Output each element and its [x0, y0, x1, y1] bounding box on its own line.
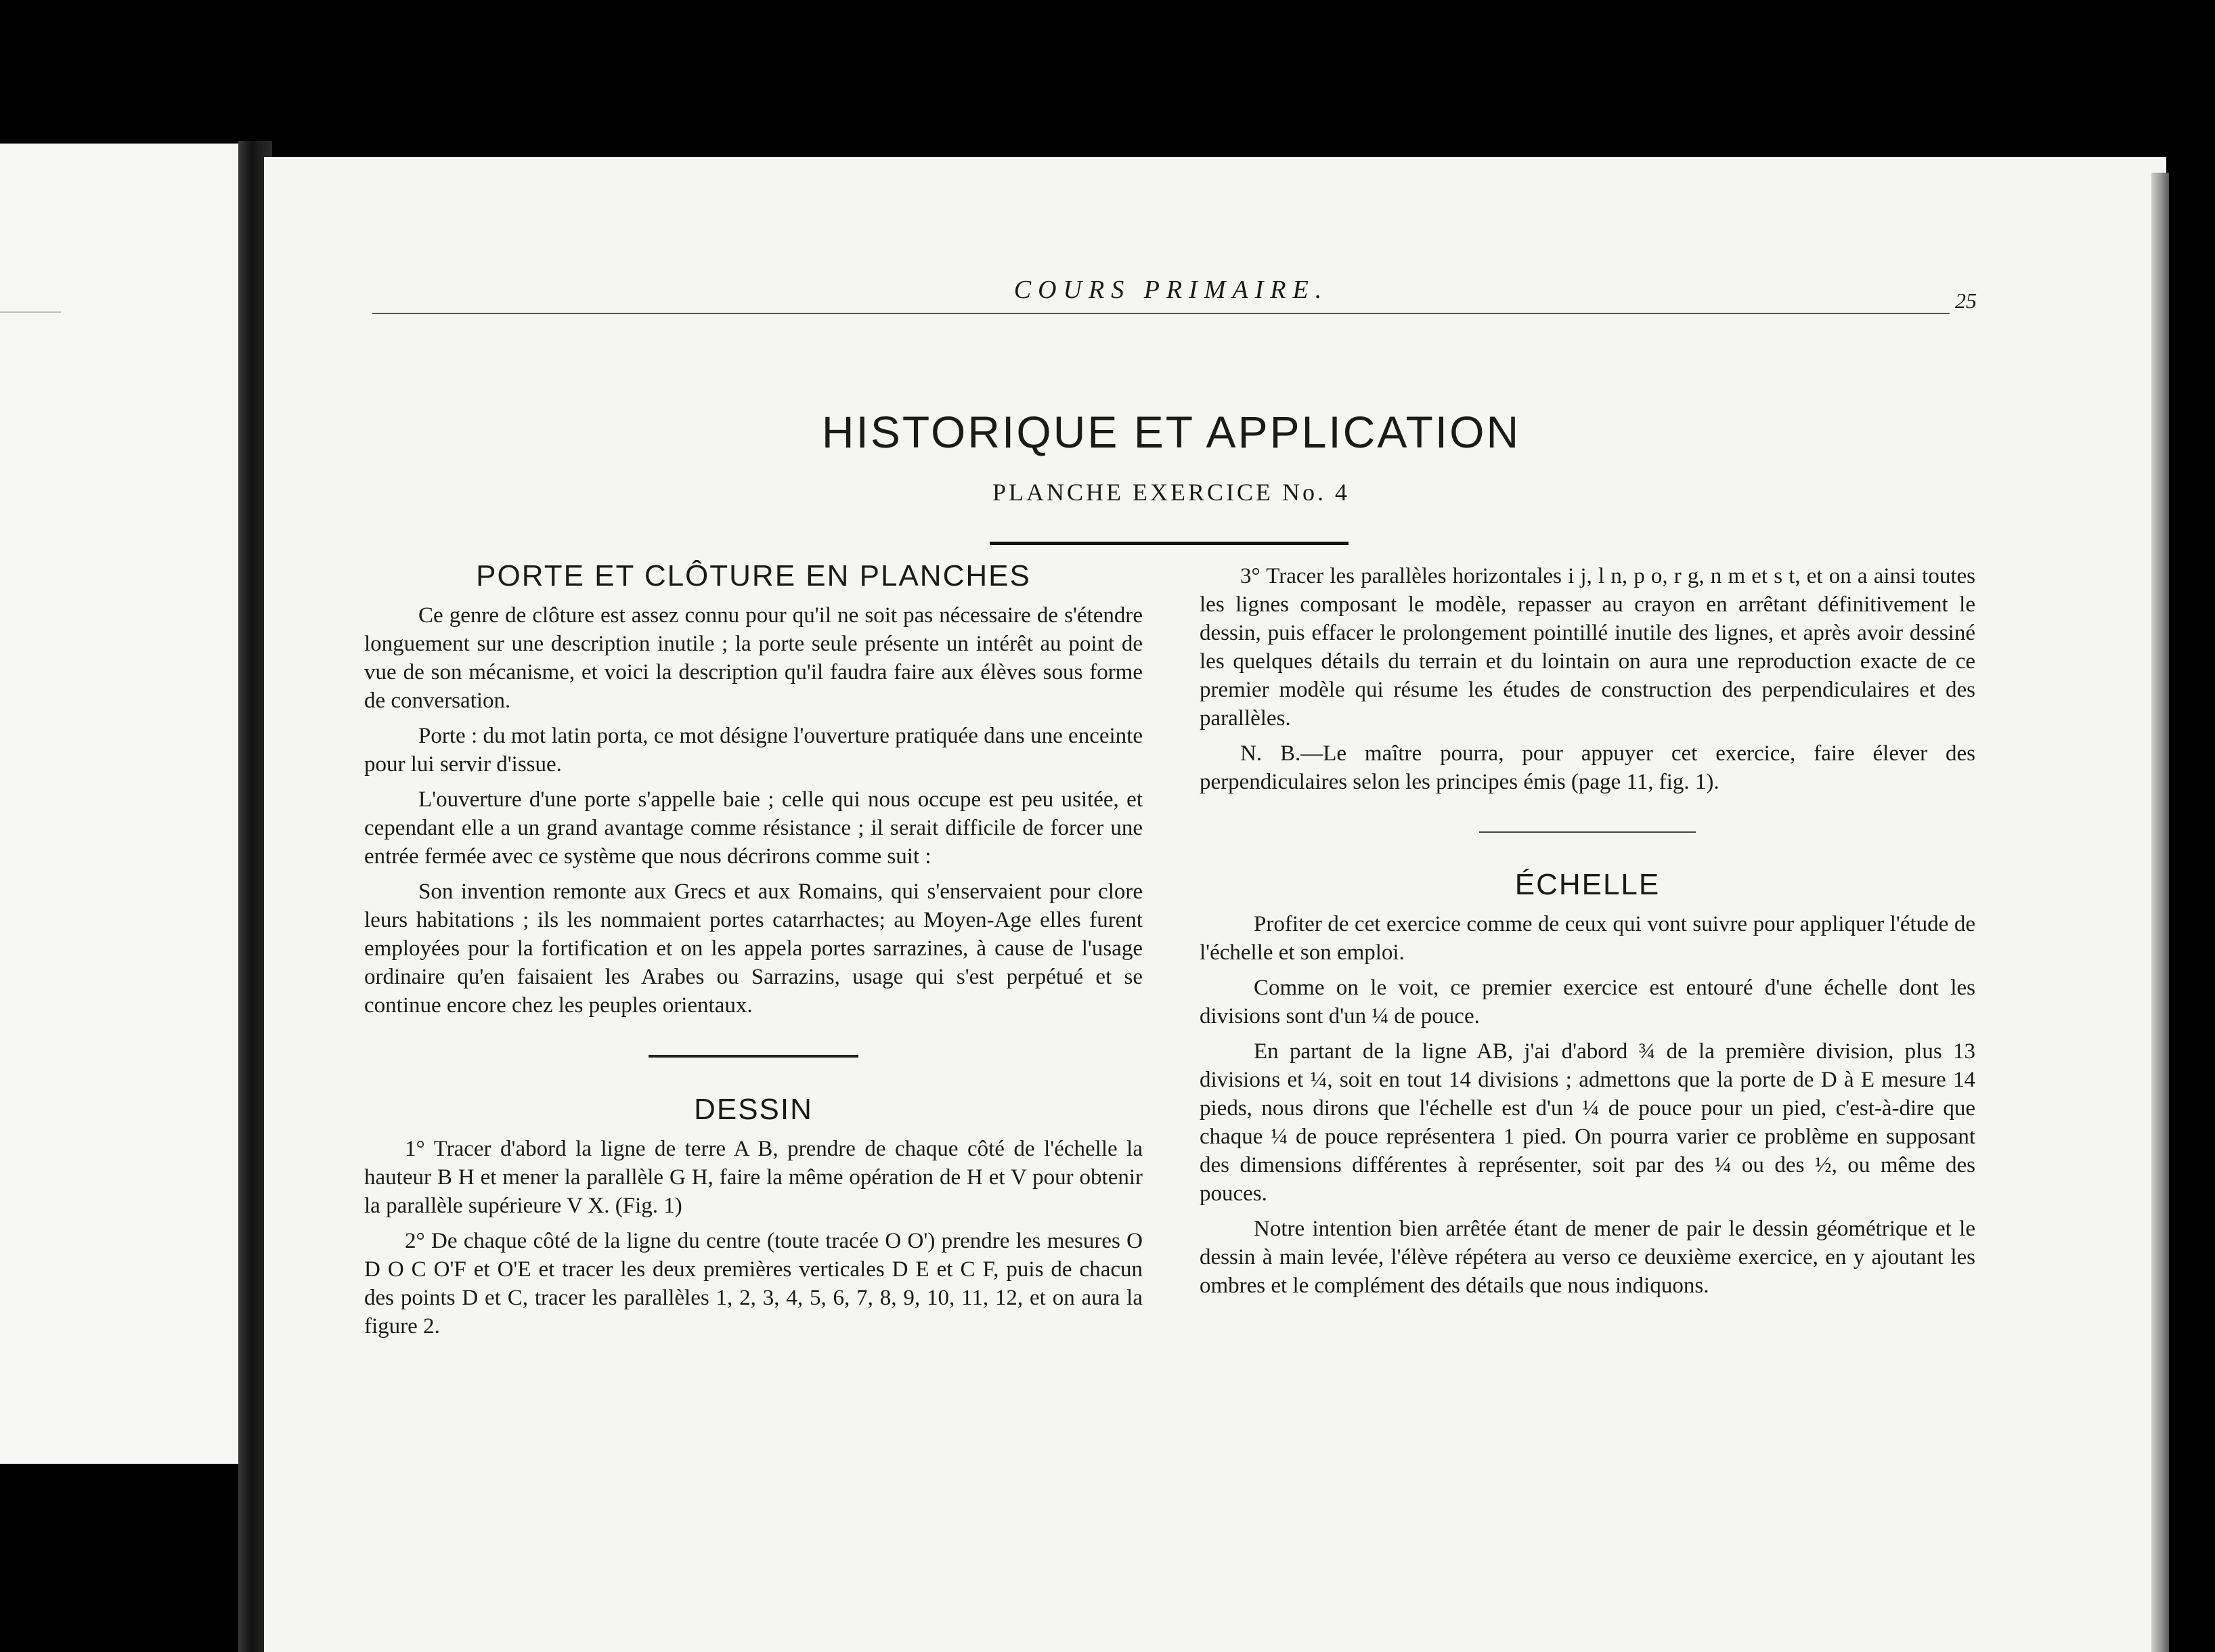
header-rule	[372, 313, 1950, 314]
paragraph: En partant de la ligne AB, j'ai d'abord ¾ de la première division, plus 13 divisions et ¼, soit en tout 14 divisions ; admettons que la porte de D à E mesure 14 pieds, nous dirons que l'échelle est d'un ¼ de pouce pour un pied, c'est-à-dire que chaque ¼ de pouce représentera 1 pied. On pourra varier ce problème en supposant des dimensions différentes à représenter, soit par des ¼ ou des ½, ou même des pouces.	[1200, 1039, 1975, 1206]
paragraph: Profiter de cet exercice comme de ceux qui vont suivre pour appliquer l'étude de l'échelle et son emploi.	[1200, 912, 1975, 965]
section-heading-dessin: DESSIN	[694, 1093, 813, 1126]
paragraph: Comme on le voit, ce premier exercice est entouré d'une échelle dont les divisions sont d'un ¼ de pouce.	[1200, 976, 1975, 1028]
paragraph: Ce genre de clôture est assez connu pour qu'il ne soit pas nécessaire de s'étendre longuement sur une description inutile ; la porte seule présente un intérêt au point de vue de son mécanisme, et voici la description qu'il faudra faire aux élèves sous forme de conversation.	[364, 603, 1143, 713]
running-title: COURS PRIMAIRE.	[1013, 276, 1329, 304]
page-number: 25	[1955, 288, 1977, 313]
section-divider	[1479, 831, 1696, 833]
right-column	[1200, 562, 1975, 1307]
facing-page-rule	[0, 311, 61, 313]
facing-page-left	[0, 144, 252, 1464]
title-rule	[990, 542, 1348, 545]
page-header	[372, 271, 1977, 318]
step-paragraph: 1° Tracer d'abord la ligne de terre A B, prendre de chaque côté de l'échelle la hauteur B H et mener la parallèle G H, faire la même opération de H et V pour obtenir la parallèle supérieure V X. (Fig. 1)	[364, 1137, 1143, 1218]
step-paragraph: 2° De chaque côté de la ligne du centre (toute tracée O O') prendre les mesures O D O C O'F et O'E et tracer les deux premières verticales D E et C F, puis de chacun des points D et C, tracer les parallèles 1, 2, 3, 4, 5, 6, 7, 8, 9, 10, 11, 12, et on aura la figure 2.	[364, 1229, 1143, 1339]
note-paragraph: N. B.—Le maître pourra, pour appuyer cet exercice, faire élever des perpendiculaires selon les principes émis (page 11, fig. 1).	[1200, 741, 1975, 794]
step-paragraph: 3° Tracer les parallèles horizontales i j, l n, p o, r g, n m et s t, et on a ainsi toutes les lignes composant le modèle, repasser au crayon en arrêtant définitivement le dessin, puis effacer le prolongement pointillé inutile des lignes, et après avoir dessiné les quelques détails du terrain et du lointain on aura une reproduction exacte de ce premier modèle qui résume les études de construction des perpendiculaires et des parallèles.	[1200, 564, 1975, 731]
left-column	[364, 559, 1143, 1347]
section-heading-echelle: ÉCHELLE	[1514, 868, 1661, 901]
page-title: HISTORIQUE ET APPLICATION	[821, 407, 1521, 457]
paragraph: L'ouverture d'une porte s'appelle baie ; celle qui nous occupe est peu usitée, et cependant elle a un grand avantage comme résistance ; il serait difficile de forcer une entrée fermée avec ce système que nous décrirons comme suit :	[364, 787, 1143, 869]
page-edge	[2151, 173, 2169, 1652]
paragraph: Porte : du mot latin porta, ce mot désigne l'ouverture pratiquée dans une enceinte pour lui servir d'issue.	[364, 724, 1143, 777]
section-heading-porte: PORTE ET CLÔTURE EN PLANCHES	[476, 559, 1031, 592]
section-divider	[649, 1055, 858, 1058]
paragraph: Son invention remonte aux Grecs et aux Romains, qui s'enservaient pour clore leurs habitations ; ils les nommaient portes catarrhactes; au Moyen-Age elles furent employées pour la fortification et on les appela portes sarrazines, à cause de l'usage ordinaire qu'en faisaient les Arabes ou Sarrazins, usage qui s'est perpétué et se continue encore chez les peuples orientaux.	[364, 879, 1143, 1018]
page-subtitle: PLANCHE EXERCICE No. 4	[992, 479, 1350, 506]
paragraph: Notre intention bien arrêtée étant de mener de pair le dessin géométrique et le dessin à main levée, l'élève répétera au verso ce deuxième exercice, en y ajoutant les ombres et le complément des détails que nous indiquons.	[1200, 1217, 1975, 1298]
